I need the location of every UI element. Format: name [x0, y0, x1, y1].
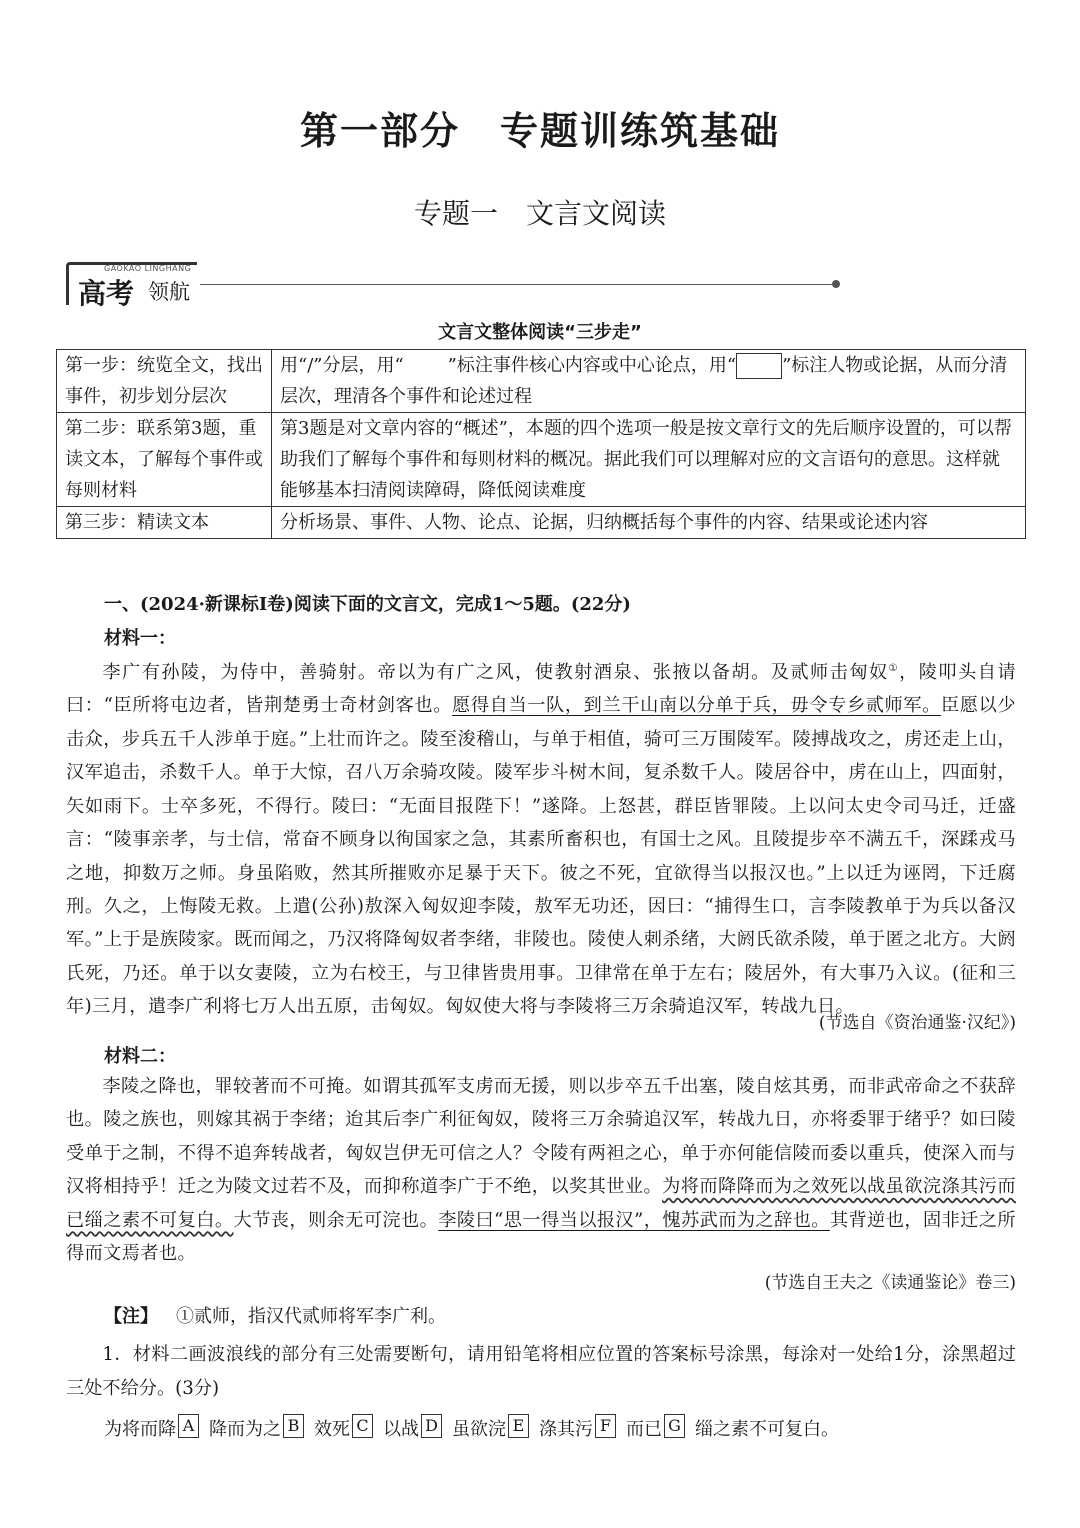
option-segment: 涤其污	[539, 1419, 593, 1440]
banner-sub-text: 领航	[148, 280, 190, 304]
question-header: 一、(2024·新课标Ⅰ卷)阅读下面的文言文，完成1～5题。(22分)	[104, 594, 631, 615]
banner-pinyin: GAOKAO LINGHANG	[104, 264, 192, 273]
desc-text: 用“/”分层，用“	[280, 355, 404, 376]
option-segment: 效死	[314, 1419, 350, 1440]
option-box-d[interactable]: D	[421, 1414, 442, 1438]
section-title: 专题一 文言文阅读	[413, 197, 666, 230]
passage-text: 臣愿以少击众，步兵五千人涉单于庭。”上壮而许之。陵至浚稽山，与单于相值，骑可三万围陵军。陵搏战攻之，虏还走上山，汉军追击，杀数千人。单于大惊，召八万余骑攻陵。陵军步斗树木间，复杀数千人。陵居谷中，虏在山上，四面射，矢如雨下。士卒多死，不得行。陵曰：“无面目报陛下！”遂降。上怒甚，群臣皆罪陵。上以问太史令司马迁，迁盛言：“陵事亲孝，与士信，常奋不顾身以徇国家之急，其素所畜积也，有国士之风。且陵提步卒不满五千，深蹂戎马之地，抑数万之师。身虽陷败，然其所摧败亦足暴于天下。彼之不死，宜欲得当以报汉也。”上以迁为诬罔，下迁腐刑。久之，上悔陵无救。上遣(公孙)敖深入匈奴迎李陵，敖军无功还，因曰：“捕得生口，言李陵教单于为兵以备汉军。”上于是族陵家。既而闻之，乃汉将降匈奴者李绪，非陵也。陵使人刺杀绪，大阏氏欲杀陵，单于匿之北方。大阏氏死，乃还。单于以女妻陵，立为右校王，与卫律皆贵用事。卫律常在单于左右；陵居外，有大事乃入议。(征和三年)三月，遣李广利将七万人出五原，击匈奴。匈奴使大将与李陵将三万余骑追汉军，转战九日。	[66, 695, 1016, 1018]
sentence-break-options	[104, 1414, 839, 1441]
table-title: 文言文整体阅读“三步走”	[438, 322, 642, 343]
banner-dot-icon	[832, 280, 840, 288]
option-box-c[interactable]: C	[352, 1414, 373, 1438]
option-segment: 而已	[626, 1419, 662, 1440]
box-mark-sample	[736, 353, 782, 379]
material-2-label: 材料二：	[104, 1046, 176, 1067]
footnote-marker: ①	[888, 663, 900, 674]
annotation-note	[104, 1302, 1054, 1328]
question-1-text: 1．材料二画波浪线的部分有三处需要断句，请用铅笔将相应位置的答案标号涂黑，每涂对一处给1分，涂黑超过三处不给分。(3分)	[66, 1344, 1016, 1399]
material-1-source: (节选自《资治通鉴·汉纪》)	[818, 1013, 1016, 1033]
option-segment: 以战	[383, 1419, 419, 1440]
wavy-line-sample	[404, 357, 448, 371]
passage-text: 大节丧，则余无可浣也。	[233, 1209, 439, 1231]
desc-cell: 第3题是对文章内容的“概述”，本题的四个选项一般是按文章行文的先后顺序设置的，可以帮助我们了解每个事件和每则材料的概况。据此我们可以理解对应的文言语句的意思。这样就能够基本扫清阅读障碍，降低阅读难度	[272, 413, 1026, 507]
option-segment: 为将而降	[104, 1419, 176, 1440]
desc-text: ”标注事件核心内容或中心论点，用“	[447, 355, 737, 376]
material-1-text	[66, 652, 1016, 1024]
option-segment: 缁之素不可复白。	[695, 1419, 839, 1440]
banner-main-text: 高考	[78, 277, 135, 310]
underlined-sentence: 愿得自当一队，到兰干山南以分单于兵，毋令专乡贰师军。	[452, 695, 941, 717]
wavy-underlined-sentence: 为将而降降而为之效死以战虽欲浣涤其污而已缁之素不可复白。	[66, 1176, 1016, 1231]
underlined-sentence: 李陵曰“思一得当以报汉”，愧苏武而为之辞也。	[438, 1209, 830, 1231]
table-row	[57, 413, 1026, 507]
step-cell: 第二步：联系第3题，重读文本，了解每个事件或每则材料	[57, 413, 272, 507]
material-2-text	[66, 1070, 1016, 1270]
step-cell: 第三步：精读文本	[57, 507, 272, 539]
step-cell: 第一步：统览全文，找出事件，初步划分层次	[57, 350, 272, 413]
option-box-b[interactable]: B	[283, 1414, 304, 1438]
table-row	[57, 350, 1026, 413]
note-text: ①贰师，指汉代贰师将军李广利。	[176, 1306, 446, 1327]
desc-cell	[272, 350, 1026, 413]
desc-text: ”标注人物或论据，从而分清层次，理清各个事件和论述过程	[280, 355, 1008, 407]
option-box-g[interactable]: G	[664, 1414, 685, 1438]
passage-text: 其背逆也，固非迁之所得而文焉者也。	[66, 1209, 1016, 1265]
material-2-source: (节选自王夫之《读通鉴论》卷三)	[764, 1273, 1016, 1293]
option-segment: 虽欲浣	[452, 1419, 506, 1440]
three-steps-table	[56, 349, 1026, 539]
passage-text: ，陵叩头自请曰：“臣所将屯边者，皆荆楚勇士奇材剑客也。	[66, 662, 1016, 717]
option-box-e[interactable]: E	[508, 1414, 529, 1438]
table-row	[57, 507, 1026, 539]
gaokao-banner	[66, 262, 846, 310]
banner-divider	[200, 284, 836, 285]
desc-cell: 分析场景、事件、人物、论点、论据，归纳概括每个事件的内容、结果或论述内容	[272, 507, 1026, 539]
material-1-label: 材料一：	[104, 628, 176, 649]
page-title: 第一部分 专题训练筑基础	[299, 108, 780, 153]
option-box-f[interactable]: F	[595, 1414, 616, 1438]
option-segment: 降而为之	[209, 1419, 281, 1440]
passage-text: 李广有孙陵，为侍中，善骑射。帝以为有广之风，使教射酒泉、张掖以备胡。及贰师击匈奴	[102, 662, 889, 684]
option-box-a[interactable]: A	[178, 1414, 199, 1438]
passage-text: 李陵之降也，罪较著而不可掩。如谓其孤军支虏而无援，则以步卒五千出塞，陵自炫其勇，而非武帝命之不获辞也。陵之族也，则嫁其祸于李绪；迨其后李广利征匈奴，陵将三万余骑追汉军，转战九日，亦将委罪于绪乎？如曰陵受单于之制，不得不追奔转战者，匈奴岂伊无可信之人？令陵有两袒之心，单于亦何能信陵而委以重兵，使深入而与汉将相持乎！迁之为陵文过若不及，而抑称道李广于不绝，以奖其世业。	[66, 1076, 1016, 1198]
note-label: 【注】	[104, 1306, 158, 1327]
